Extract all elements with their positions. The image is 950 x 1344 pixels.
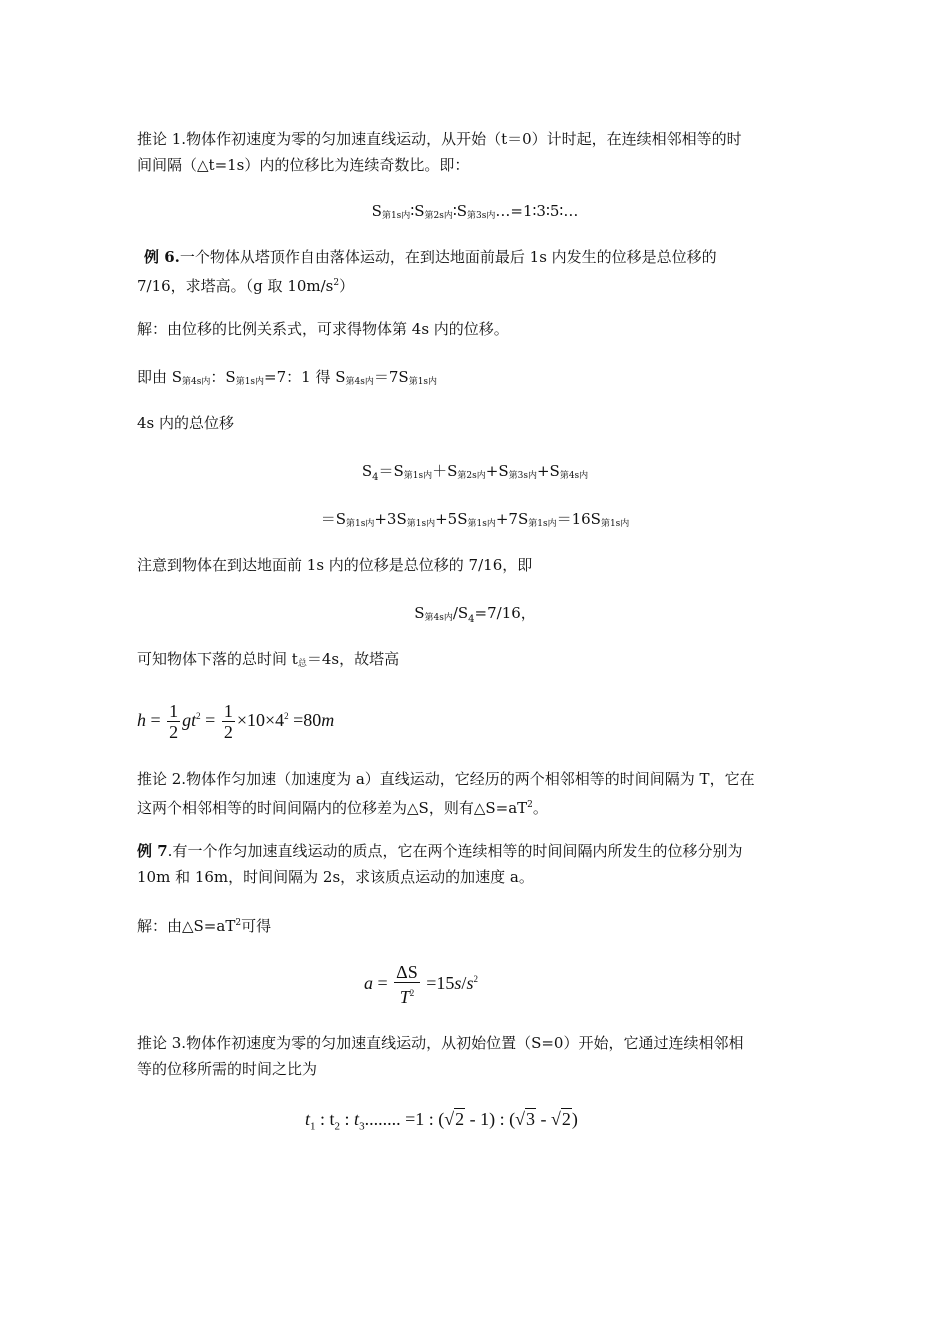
ratio-7-16-equation: $S_{第4s内}/S_4=7/16$，	[414, 604, 536, 625]
example-6-line-2: 7/16，求塔高。（g 取 $10m/s^2$）	[137, 277, 355, 295]
sqrt-3: √3	[515, 1109, 535, 1129]
corollary-2-line-2: 这两个相邻相等的时间间隔内的位移差为△S，则有$\triangle S=aT^2$。	[137, 799, 548, 817]
fraction-one-half-2: $\frac{1}{2}$	[223, 701, 233, 743]
solution-6-line-2: 即由 $S_{第4s内}$：$S_{第1s内}=7$：1 得 $S_{第4s内}=7S_{第1s内}$	[137, 368, 438, 387]
total-displacement-eq-2: $=S_{第1s内}+3S_{第1s内}+5S_{第1s内}+7S_{第1s内}=16S_{第1s内}$	[320, 510, 630, 529]
fraction-one-half: $\frac{1}{2}$	[169, 701, 179, 743]
solution-6-line-1: 解：由位移的比例关系式，可求得物体第 4s 内的位移。	[137, 320, 509, 338]
corollary-3-line-1: 推论 3.物体作初速度为零的匀加速直线运动，从初始位置（S=0）开始，它通过连续相邻相	[137, 1034, 744, 1052]
total-displacement-eq-1: $S_4=S_{第1s内}+S_{第2s内}+S_{第3s内}+S_{第4s内}$	[361, 462, 589, 483]
example-6-line-1: 例 6.一个物体从塔顶作自由落体运动，在到达地面前最后 1s 内发生的位移是总位移的	[144, 248, 717, 266]
corollary-2-line-1: 推论 2.物体作匀加速（加速度为 a）直线运动，它经历的两个相邻相等的时间间隔为 T，它在	[137, 770, 755, 788]
solution-7-line: 解：由$\triangle S=aT^2$可得	[137, 917, 272, 935]
time-ratio-formula: $t_1$ : $t_2$ : $t_3$........ =1 : (√2 - 1) : (√3 - √2)	[305, 1102, 578, 1144]
odd-ratio-equation: $S_{第1s内}∶S_{第2s内}∶S_{第3s内}\dots=1∶3∶5∶\dots$	[371, 202, 579, 221]
solution-6-conclusion: 可知物体下落的总时间 $t_总=4s$，故塔高	[137, 650, 400, 669]
solution-6-line-3: 4s 内的总位移	[137, 414, 235, 432]
corollary-1-line-2: 间间隔（△t=1s）内的位移比为连续奇数比。即：	[137, 156, 470, 174]
sqrt-2: √2	[444, 1109, 465, 1129]
sqrt-2-b: √2	[550, 1109, 571, 1129]
corollary-3-line-2: 等的位移所需的时间之比为	[137, 1060, 318, 1078]
corollary-1-line-1: 推论 1.物体作初速度为零的匀加速直线运动，从开始（t＝0）计时起，在连续相邻相等的时	[137, 130, 742, 148]
example-7-line-1: 例 7.有一个作匀加速直线运动的质点，它在两个连续相等的时间间隔内所发生的位移分别为	[137, 842, 743, 860]
example-7-line-2: 10m 和 16m，时间间隔为 2s，求该质点运动的加速度 a。	[137, 868, 534, 886]
fraction-delta-s-over-t2: $\frac{\Delta S}{T^2}$	[396, 962, 418, 1008]
solution-6-note: 注意到物体在到达地面前 1s 内的位移是总位移的 7/16，即	[137, 556, 533, 574]
tower-height-formula: h = $\frac{1}{2}$ $gt^2$ = $\frac{1}{2}$ $\times 10\times 4^2 =80m$	[137, 701, 335, 743]
acceleration-formula: a = $\frac{\Delta S}{T^2}$ $=15s/s^2$	[364, 962, 478, 1008]
